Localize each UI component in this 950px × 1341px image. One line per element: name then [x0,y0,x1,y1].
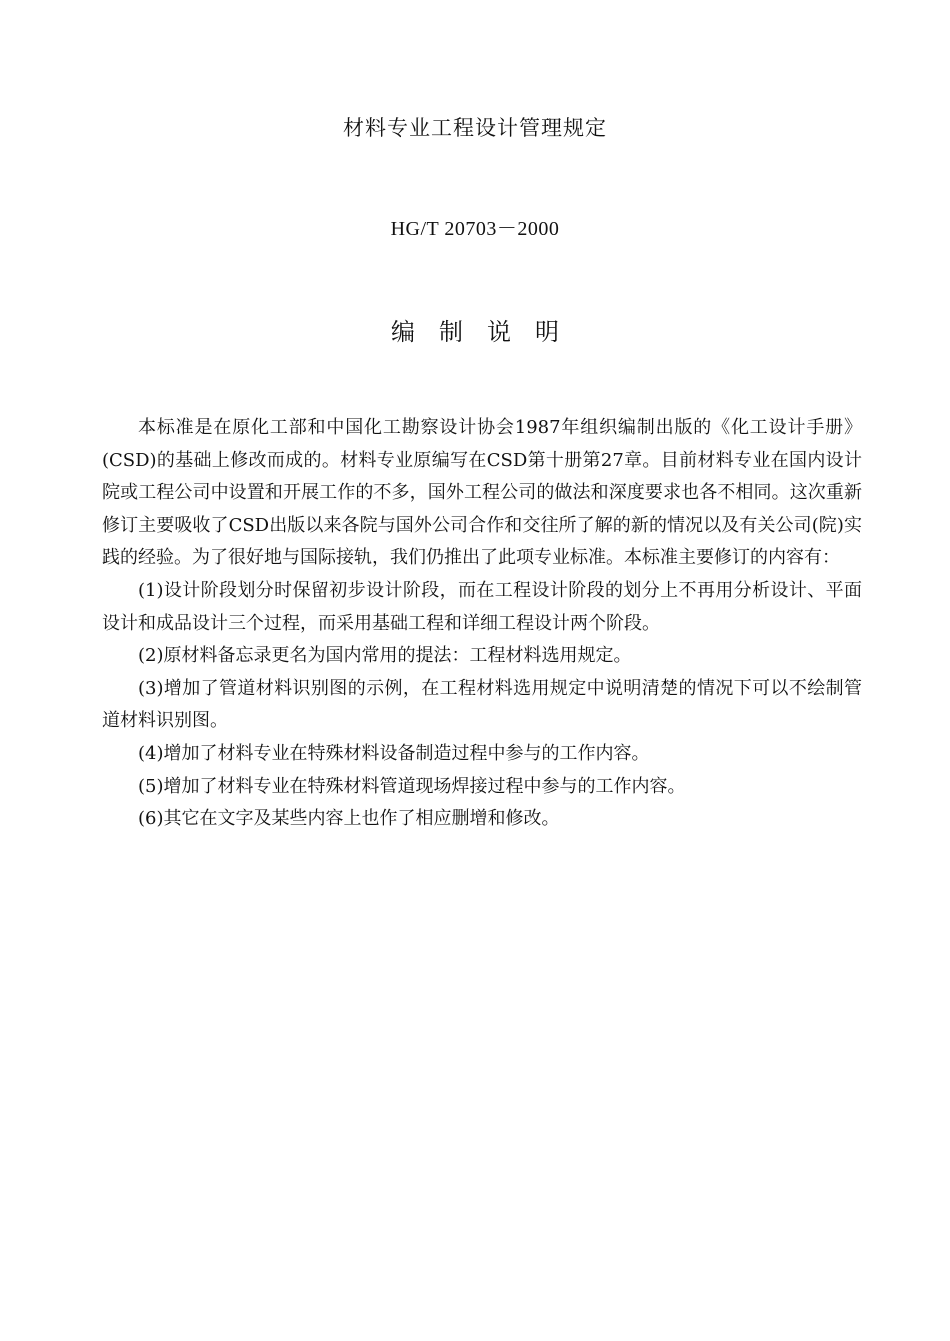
paragraph-item-6: (6)其它在文字及某些内容上也作了相应删增和修改。 [138,808,560,830]
body-text [102,412,862,836]
document-title: 材料专业工程设计管理规定 [343,116,607,140]
paragraph-item-3: (3)增加了管道材料识别图的示例，在工程材料选用规定中说明清楚的情况下可以不绘制管道材料识别图。 [102,677,862,732]
section-heading: 编制说明 [391,318,583,346]
standard-code: HG/T 20703－2000 [390,218,560,240]
paragraph-item-2: (2)原材料备忘录更名为国内常用的提法：工程材料选用规定。 [138,645,632,667]
paragraph-intro: 本标准是在原化工部和中国化工勘察设计协会1987年组织编制出版的《化工设计手册》(CSD)的基础上修改而成的。材料专业原编写在CSD第十册第27章。目前材料专业在国内设计院或工程公司中设置和开展工作的不多，国外工程公司的做法和深度要求也各不相同。这次重新修订主要吸收了CSD出版以来各院与国外公司合作和交往所了解的新的情况以及有关公司(院)实践的经验。为了很好地与国际接轨，我们仍推出了此项专业标准。本标准主要修订的内容有： [102,417,862,569]
paragraph-item-5: (5)增加了材料专业在特殊材料管道现场焊接过程中参与的工作内容。 [138,775,686,797]
paragraph-item-4: (4)增加了材料专业在特殊材料设备制造过程中参与的工作内容。 [138,742,650,764]
paragraph-item-1: (1)设计阶段划分时保留初步设计阶段，而在工程设计阶段的划分上不再用分析设计、平面设计和成品设计三个过程，而采用基础工程和详细工程设计两个阶段。 [102,579,862,634]
